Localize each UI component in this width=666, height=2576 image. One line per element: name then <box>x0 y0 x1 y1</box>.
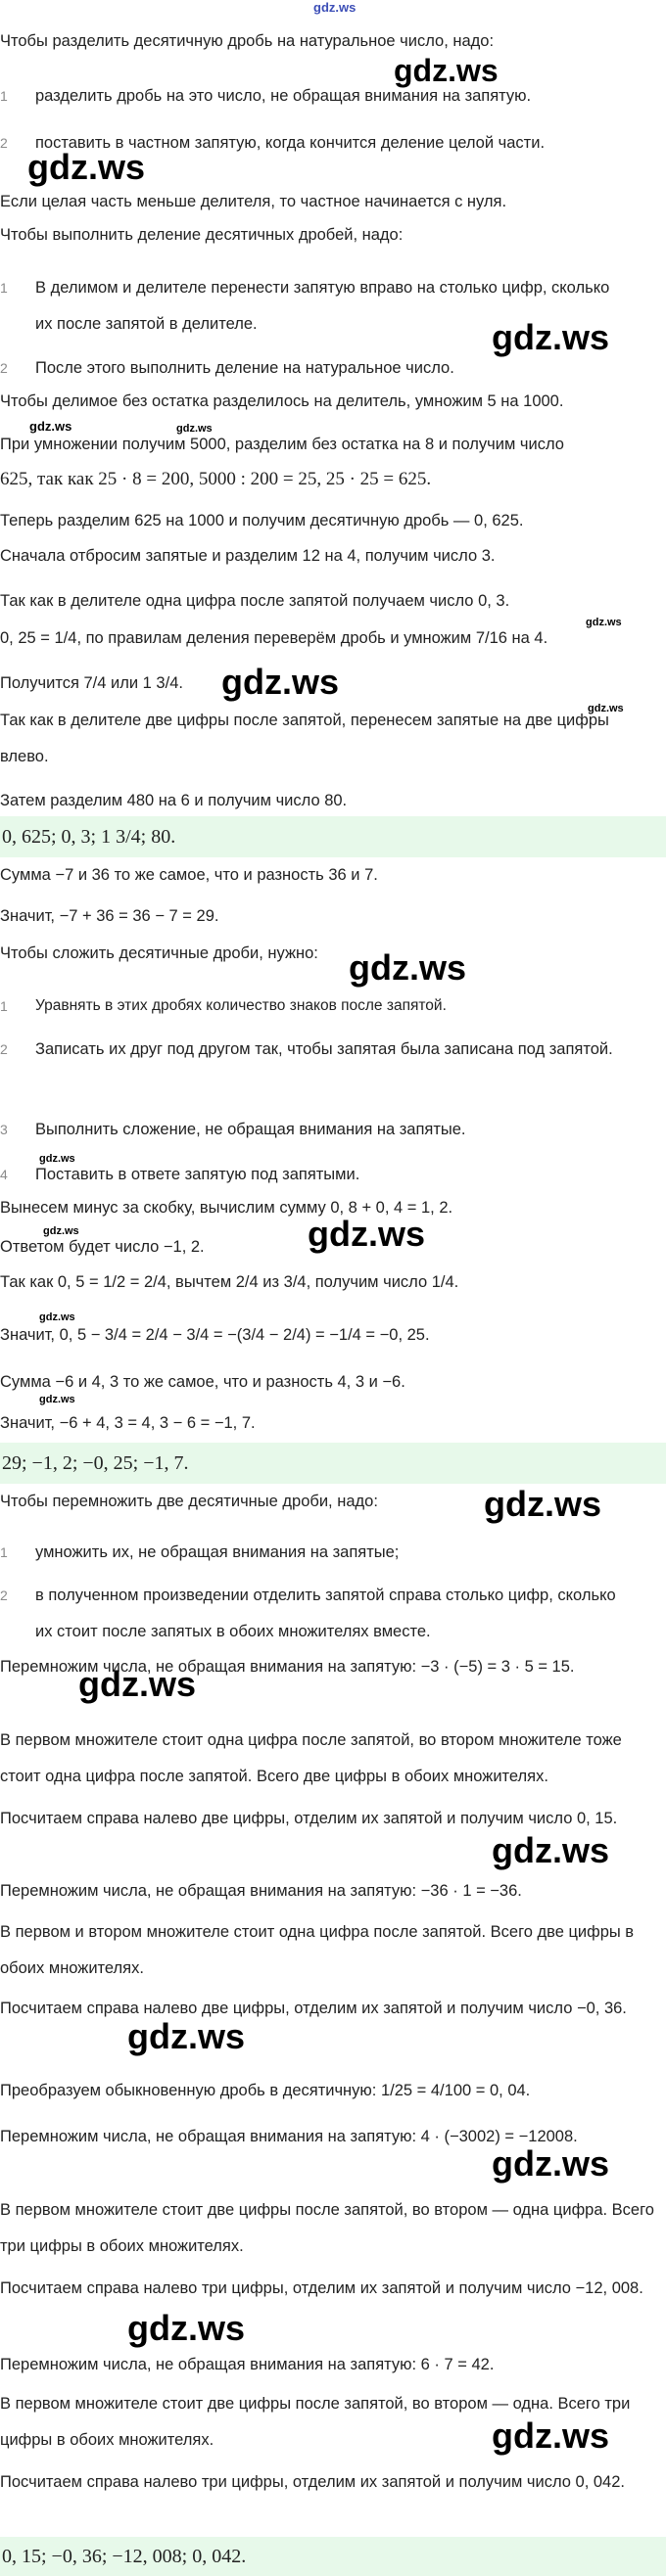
watermark: gdz.ws <box>492 2415 610 2456</box>
watermark: gdz.ws <box>27 147 146 187</box>
text-line: Ответом будет число −1, 2. <box>0 1238 205 1256</box>
text-line: Значит, −7 + 36 = 36 − 7 = 29. <box>0 907 219 925</box>
watermark: gdz.ws <box>349 947 467 988</box>
math-line: 625, так как 25 · 8 = 200, 5000 : 200 = 25, 25 · 25 = 625. <box>0 469 432 489</box>
list-number: 2 <box>0 360 8 376</box>
text-line: Перемножим числа, не обращая внимания на запятую: 4 · (−3002) = −12008. <box>0 2128 578 2145</box>
math-line: Получится 7/4 или 1 3/4. <box>0 674 183 692</box>
watermark: gdz.ws <box>484 1484 602 1524</box>
watermark: gdz.ws <box>586 617 622 628</box>
text-line: Чтобы сложить десятичные дроби, нужно: <box>0 944 318 962</box>
math-line: 0, 25 = 1/4, по правилам деления переверём дробь и умножим 7/16 на 4. <box>0 629 548 647</box>
text-line: Вынесем минус за скобку, вычислим сумму 0, 8 + 0, 4 = 1, 2. <box>0 1199 453 1217</box>
text-line: Затем разделим 480 на 6 и получим число 80. <box>0 792 348 809</box>
list-number: 3 <box>0 1122 8 1137</box>
text-line: При умножении получим 5000, разделим без остатка на 8 и получим число <box>0 436 564 453</box>
text-line: Посчитаем справа налево три цифры, отделим их запятой и получим число 0, 042. <box>0 2473 625 2491</box>
list-number: 1 <box>0 998 8 1014</box>
watermark: gdz.ws <box>492 1830 610 1870</box>
list-number: 2 <box>0 1587 8 1603</box>
list-item: 2 в полученном произведении отделить запятой справа столько цифр, сколько их стоит после запятых в обоих множителях вместе. <box>0 1578 627 1650</box>
watermark: gdz.ws <box>588 703 624 714</box>
text-line: Теперь разделим 625 на 1000 и получим десятичную дробь — 0, 625. <box>0 512 524 529</box>
list-number: 4 <box>0 1167 8 1182</box>
math-line: Так как 0, 5 = 1/2 = 2/4, вычтем 2/4 из 3/4, получим число 1/4. <box>0 1273 459 1291</box>
list-item: 1 В делимом и делителе перенести запятую вправо на столько цифр, сколько их после запятой в делителе. <box>0 270 627 343</box>
text-line: Чтобы перемножить две десятичные дроби, надо: <box>0 1493 378 1510</box>
text-line: Чтобы разделить десятичную дробь на натуральное число, надо: <box>0 32 495 50</box>
text-line: Так как в делителе одна цифра после запятой получаем число 0, 3. <box>0 592 510 610</box>
list-item: 2 После этого выполнить деление на натуральное число. <box>0 350 654 386</box>
text-line: Перемножим числа, не обращая внимания на запятую: −36 · 1 = −36. <box>0 1882 522 1900</box>
text-line: В первом и втором множителе стоит одна цифра после запятой. Всего две цифры в обоих множителях. <box>0 1923 635 1977</box>
watermark: gdz.ws <box>29 419 72 434</box>
watermark: gdz.ws <box>127 2308 246 2348</box>
list-item: 3 Выполнить сложение, не обращая внимания на запятые. <box>0 1112 654 1147</box>
text-line: Посчитаем справа налево три цифры, отделим их запятой и получим число −12, 008. <box>0 2279 643 2297</box>
text-line: Так как в делителе две цифры после запятой, перенесем запятые на две цифры влево. <box>0 712 609 765</box>
text-line: Сумма −7 и 36 то же самое, что и разность 36 и 7. <box>0 866 378 884</box>
text-line: Сумма −6 и 4, 3 то же самое, что и разность 4, 3 и −6. <box>0 1373 405 1391</box>
watermark: gdz.ws <box>308 1214 426 1254</box>
list-number: 1 <box>0 88 8 104</box>
watermark: gdz.ws <box>176 423 213 435</box>
text-line: Чтобы делимое без остатка разделилось на делитель, умножим 5 на 1000. <box>0 392 564 410</box>
watermark: gdz.ws <box>39 1311 75 1323</box>
watermark: gdz.ws <box>39 1394 75 1405</box>
math-line: Значит, 0, 5 − 3/4 = 2/4 − 3/4 = −(3/4 − 2/4) = −1/4 = −0, 25. <box>0 1326 430 1344</box>
list-item: 1 умножить их, не обращая внимания на запятые; <box>0 1535 654 1570</box>
watermark: gdz.ws <box>221 662 340 702</box>
list-number: 1 <box>0 1544 8 1560</box>
list-number: 1 <box>0 280 8 296</box>
watermark: gdz.ws <box>78 1664 197 1704</box>
text-line: Значит, −6 + 4, 3 = 4, 3 − 6 = −1, 7. <box>0 1414 256 1432</box>
list-item: 1 Уравнять в этих дробях количество знаков после запятой. <box>0 989 654 1024</box>
text-line: Посчитаем справа налево две цифры, отделим их запятой и получим число −0, 36. <box>0 2000 627 2017</box>
watermark: gdz.ws <box>492 317 610 357</box>
list-number: 2 <box>0 135 8 151</box>
answer-box: 0, 625; 0, 3; 1 3/4; 80. <box>0 816 666 857</box>
math-line: Преобразуем обыкновенную дробь в десятичную: 1/25 = 4/100 = 0, 04. <box>0 2082 531 2099</box>
watermark: gdz.ws <box>492 2143 610 2184</box>
top-watermark: gdz.ws <box>313 0 357 15</box>
text-line: Чтобы выполнить деление десятичных дробей, надо: <box>0 226 404 244</box>
text-line: Если целая часть меньше делителя, то частное начинается с нуля. <box>0 193 507 210</box>
watermark: gdz.ws <box>127 2016 246 2056</box>
text-line: Посчитаем справа налево две цифры, отделим их запятой и получим число 0, 15. <box>0 1810 618 1827</box>
text-line: Сначала отбросим запятые и разделим 12 на 4, получим число 3. <box>0 547 496 565</box>
text-line: Перемножим числа, не обращая внимания на запятую: −3 · (−5) = 3 · 5 = 15. <box>0 1658 575 1676</box>
text-line: Перемножим числа, не обращая внимания на запятую: 6 · 7 = 42. <box>0 2356 495 2373</box>
answer-box: 29; −1, 2; −0, 25; −1, 7. <box>0 1443 666 1484</box>
list-number: 2 <box>0 1041 8 1057</box>
text-line: В первом множителе стоит две цифры после запятой, во втором — одна цифра. Всего три цифры в обоих множителях. <box>0 2201 654 2255</box>
text-line: В первом множителе стоит одна цифра после запятой, во втором множителе тоже стоит одна цифра после запятой. Всего две цифры в обоих множителях. <box>0 1731 622 1785</box>
list-item: 4 Поставить в ответе запятую под запятыми. <box>0 1157 654 1192</box>
watermark: gdz.ws <box>394 53 499 88</box>
list-item: 2 поставить в частном запятую, когда кончится деление целой части. <box>0 125 654 161</box>
text-line: В первом множителе стоит две цифры после запятой, во втором — одна. Всего три цифры в обоих множителях. <box>0 2395 631 2449</box>
list-item: 1 разделить дробь на это число, не обращая внимания на запятую. <box>0 78 654 114</box>
watermark: gdz.ws <box>39 1153 75 1165</box>
answer-box: 0, 15; −0, 36; −12, 008; 0, 042. <box>0 2537 666 2576</box>
list-item: 2 Записать их друг под другом так, чтобы запятая была записана под запятой. <box>0 1032 627 1068</box>
watermark: gdz.ws <box>43 1225 79 1237</box>
